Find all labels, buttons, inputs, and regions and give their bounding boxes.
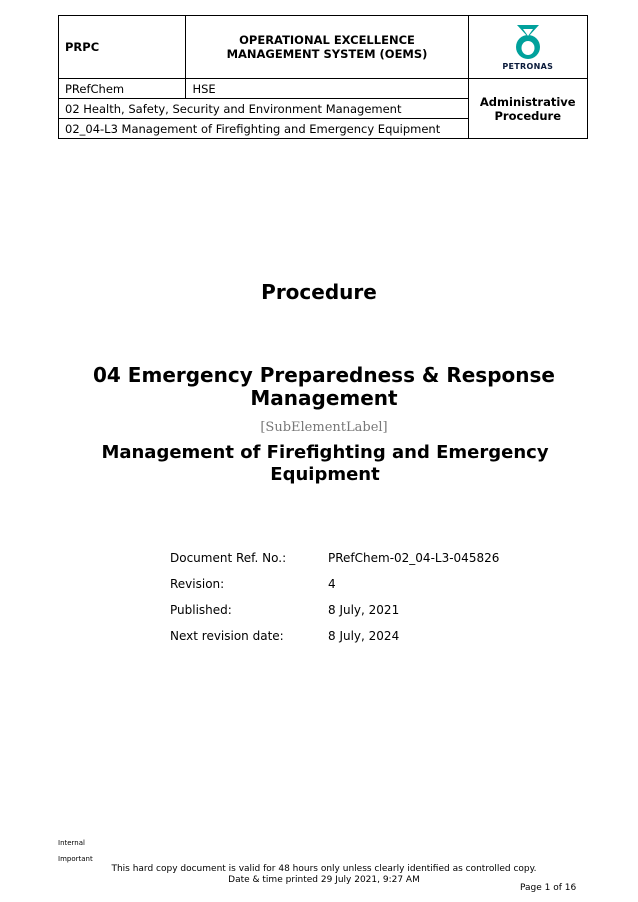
- validity-text: This hard copy document is valid for 48 hours only unless clearly identified as controlled copy.: [111, 864, 537, 874]
- org-code: PRPC: [59, 16, 186, 79]
- meta-row-ref: [170, 545, 499, 571]
- next-revision-value: 8 July, 2024: [328, 629, 400, 643]
- printed-date: Date & time printed 29 July 2021, 9:27 AM: [228, 875, 420, 885]
- petronas-logo-icon: [513, 23, 543, 61]
- ref-label: Document Ref. No.:: [170, 551, 287, 565]
- element-cell: 02 Health, Safety, Security and Environment Management: [59, 99, 469, 119]
- next-revision-label: Next revision date:: [170, 629, 284, 643]
- sub-element-label: [SubElementLabel]: [260, 420, 388, 435]
- published-value: 8 July, 2021: [328, 603, 400, 617]
- doc-type-cell: Administrative Procedure: [468, 79, 587, 139]
- classification-important: Important: [58, 855, 93, 863]
- document-metadata: [170, 545, 499, 649]
- published-label: Published:: [170, 603, 232, 617]
- function-cell: HSE: [186, 79, 468, 99]
- classification-internal: Internal: [58, 839, 85, 847]
- system-title: OPERATIONAL EXCELLENCE MANAGEMENT SYSTEM (OEMS): [186, 16, 468, 79]
- page-number: Page 1 of 16: [520, 883, 577, 893]
- revision-value: 4: [328, 577, 336, 591]
- element-title: 04 Emergency Preparedness & Response Management: [93, 363, 555, 410]
- meta-row-revision: [170, 571, 499, 597]
- procedure-heading: Procedure: [261, 280, 377, 304]
- document-header-table: [58, 15, 588, 139]
- meta-row-published: [170, 597, 499, 623]
- document-title: Management of Firefighting and Emergency Equipment: [101, 442, 549, 485]
- ref-value: PRefChem-02_04-L3-045826: [328, 551, 500, 565]
- logo-cell: [468, 16, 587, 79]
- doc-code-title-cell: 02_04-L3 Management of Firefighting and Emergency Equipment: [59, 119, 469, 139]
- meta-row-next-revision: [170, 623, 499, 649]
- company-cell: PRefChem: [59, 79, 186, 99]
- revision-label: Revision:: [170, 577, 225, 591]
- logo-text: PETRONAS: [502, 62, 554, 71]
